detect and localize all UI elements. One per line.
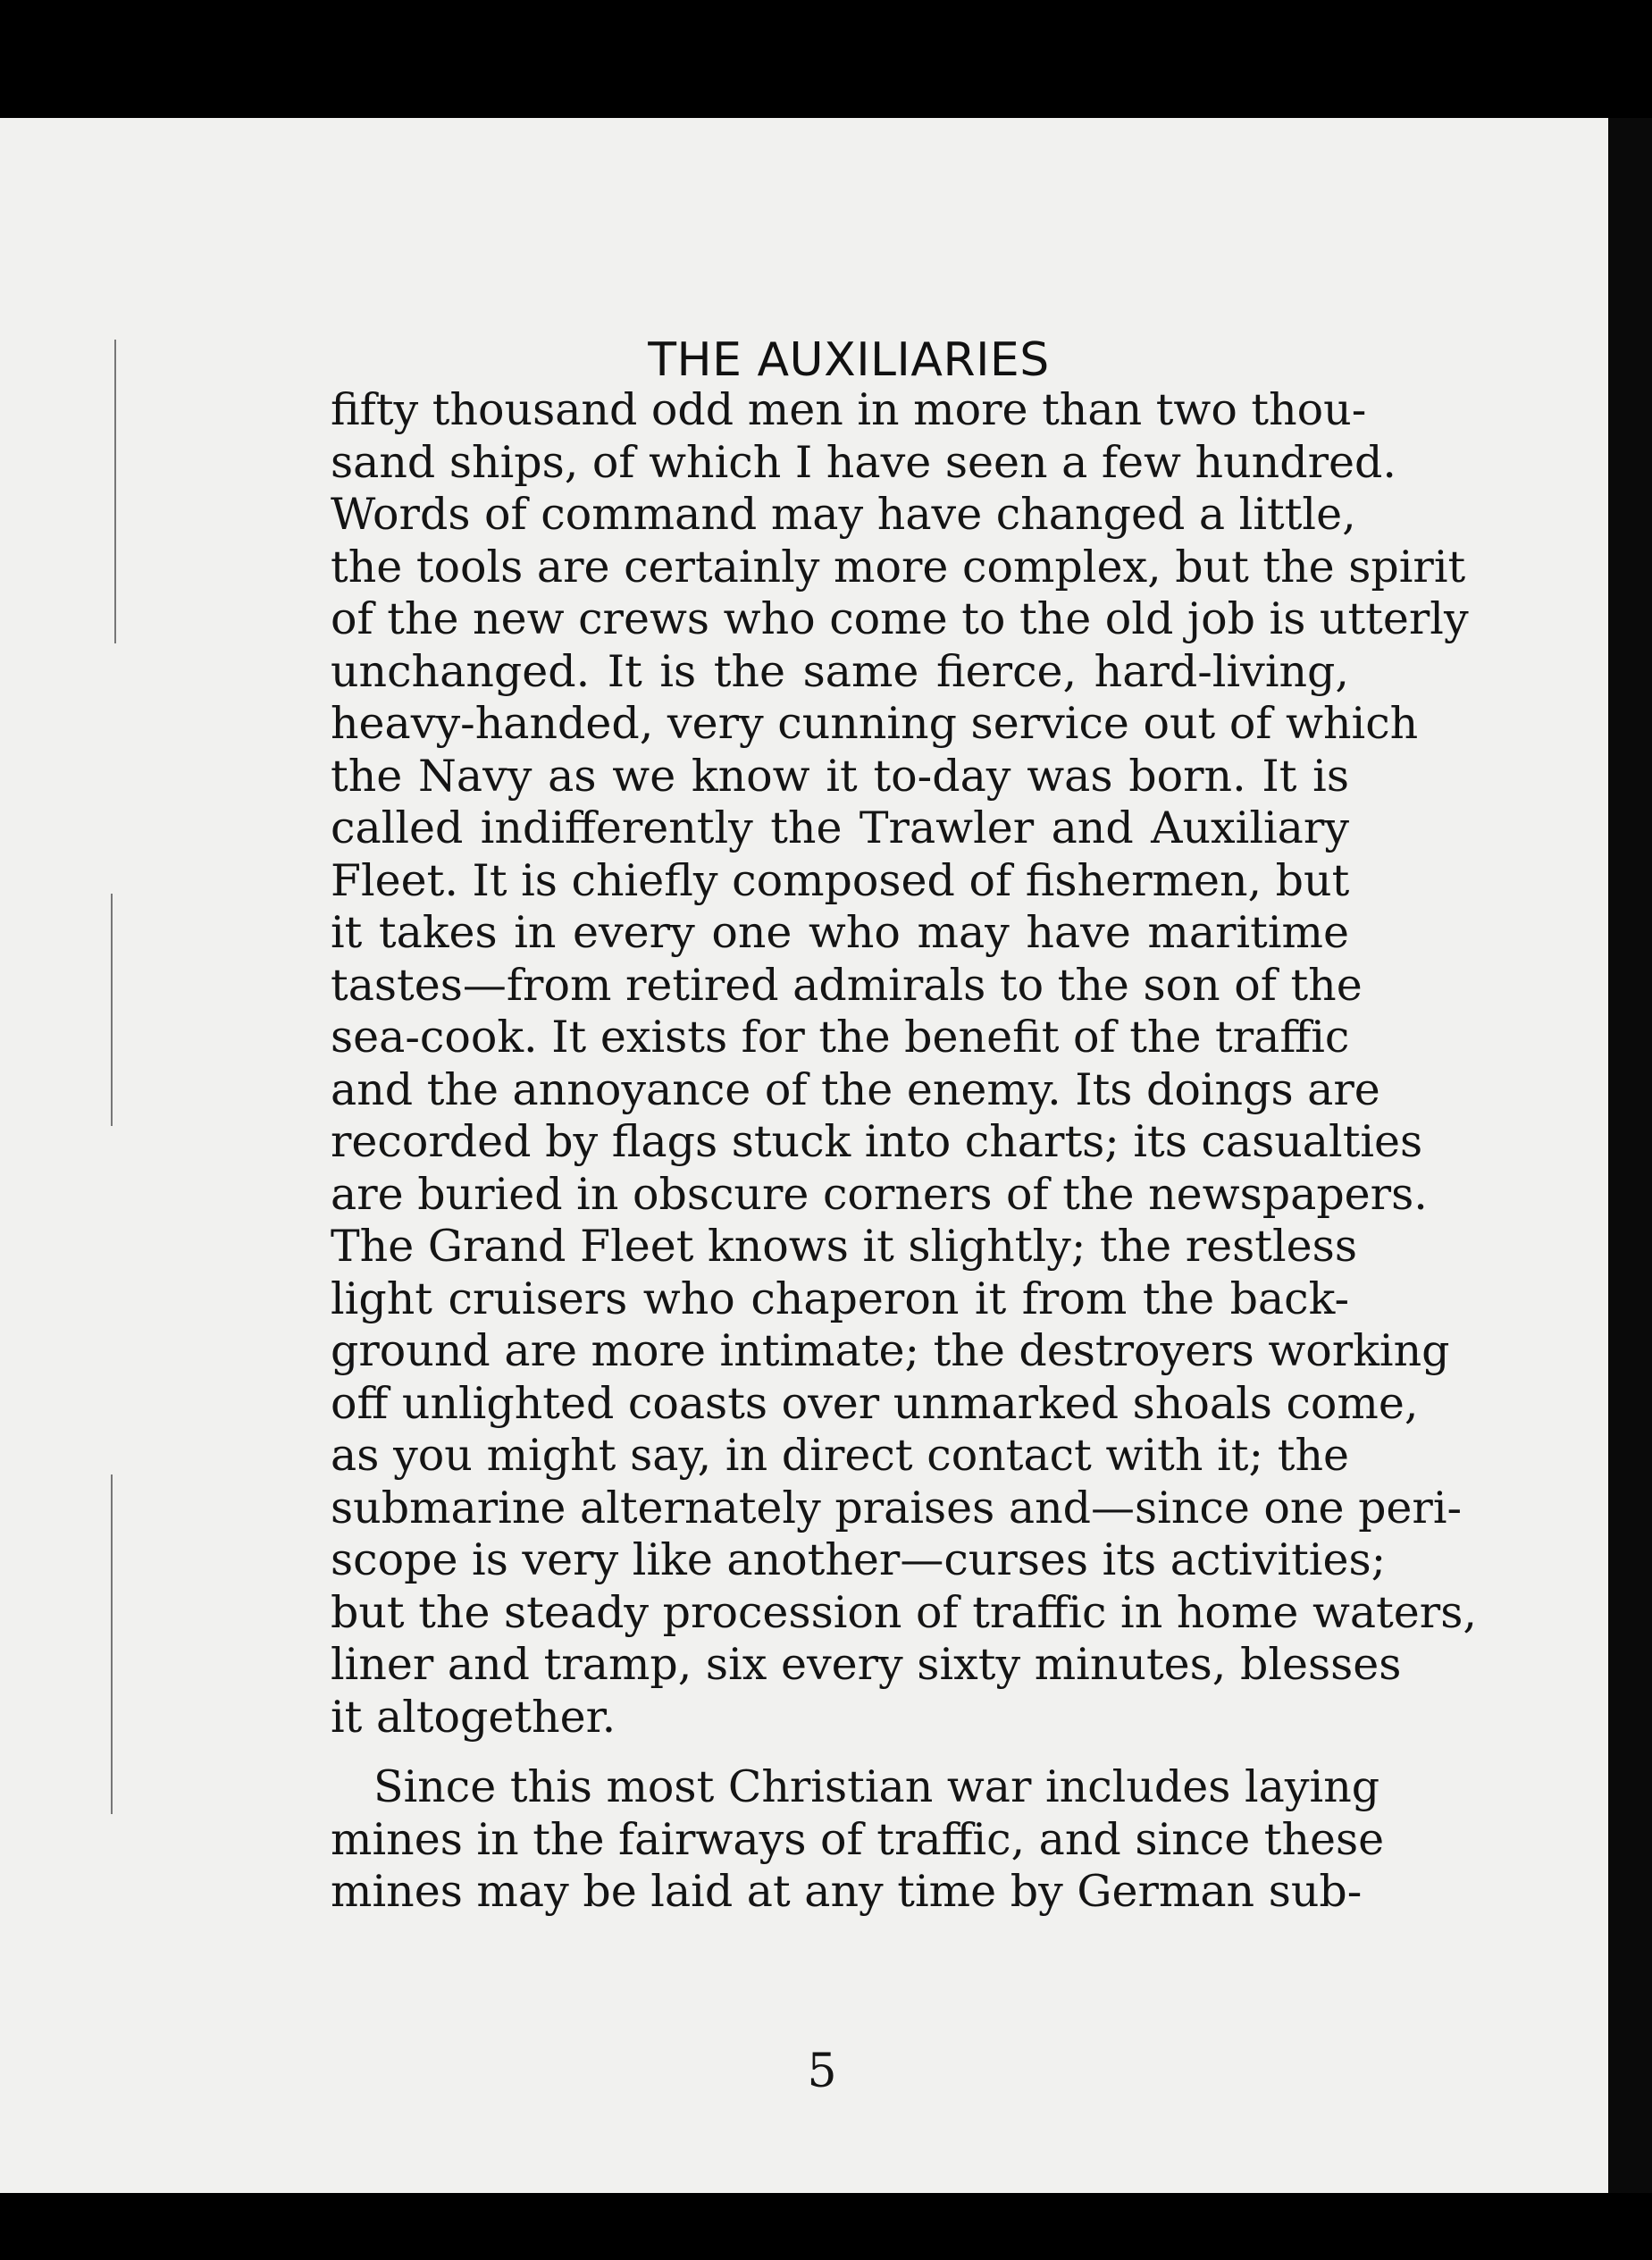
text-line: and the annoyance of the enemy. Its doings are: [331, 1063, 1380, 1115]
text-line: sea-cook. It exists for the benefit of the traffic: [331, 1012, 1350, 1063]
text-line: the Navy as we know it to-day was born. It is: [331, 750, 1349, 802]
text-line: mines may be laid at any time by German sub-: [331, 1866, 1363, 1917]
text-line: called indifferently the Trawler and Auxiliary: [331, 802, 1349, 853]
running-title: THE AUXILIARIES: [648, 332, 1050, 387]
text-line: mines in the fairways of traffic, and since these: [331, 1813, 1385, 1865]
text-line: tastes—from retired admirals to the son of the: [331, 959, 1363, 1011]
margin-mark: [111, 894, 113, 1126]
text-line: unchanged. It is the same fierce, hard-living,: [331, 645, 1349, 697]
text-line: are buried in obscure corners of the newspapers.: [331, 1168, 1428, 1220]
text-line: but the steady procession of traffic in home waters,: [331, 1586, 1477, 1638]
body-text: [331, 384, 1477, 1919]
text-line: heavy-handed, very cunning service out of which: [331, 698, 1419, 749]
text-line: liner and tramp, six every sixty minutes, blesses: [331, 1639, 1402, 1690]
page-right-edge: [1608, 118, 1652, 2193]
text-line: Since this most Christian war includes laying: [373, 1761, 1380, 1812]
text-line: submarine alternately praises and—since one peri-: [331, 1482, 1463, 1533]
text-line: light cruisers who chaperon it from the back-: [331, 1273, 1349, 1324]
text-line: it takes in every one who may have maritime: [331, 907, 1349, 958]
text-line: the tools are certainly more complex, but the spirit: [331, 541, 1466, 592]
margin-mark: [111, 1474, 113, 1814]
text-line: off unlighted coasts over unmarked shoals come,: [331, 1377, 1419, 1429]
text-line: of the new crews who come to the old job is utterly: [331, 593, 1469, 644]
text-line: fifty thousand odd men in more than two thou-: [331, 384, 1367, 435]
text-line: recorded by flags stuck into charts; its casualties: [331, 1116, 1423, 1167]
text-line: Words of command may have changed a little,: [331, 489, 1356, 540]
text-line: ground are more intimate; the destroyers working: [331, 1325, 1450, 1376]
text-line: it altogether.: [331, 1691, 616, 1743]
text-line: The Grand Fleet knows it slightly; the restless: [331, 1221, 1357, 1272]
page-number: 5: [807, 2045, 837, 2098]
text-line: Fleet. It is chiefly composed of fishermen, but: [331, 854, 1350, 906]
text-line: sand ships, of which I have seen a few hundred.: [331, 436, 1396, 488]
text-line: as you might say, in direct contact with it; the: [331, 1430, 1349, 1481]
text-line: scope is very like another—curses its activities;: [331, 1534, 1387, 1585]
